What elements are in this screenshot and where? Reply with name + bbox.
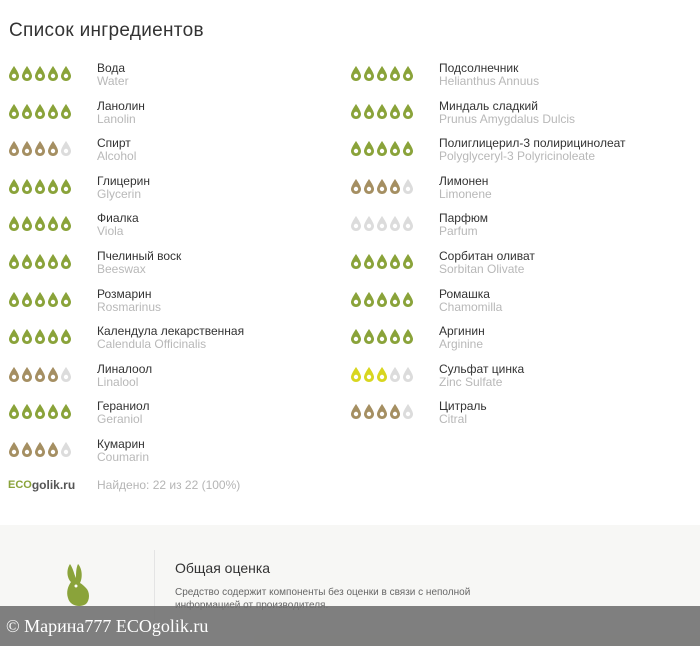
found-count: Найдено: 22 из 22 (100%) bbox=[97, 478, 241, 492]
ingredient-row[interactable] bbox=[350, 363, 626, 401]
ingredient-name-latin: Arginine bbox=[439, 337, 484, 352]
drop-icon bbox=[21, 178, 33, 195]
ingredient-name-latin: Citral bbox=[439, 412, 468, 427]
ingredient-names bbox=[97, 363, 152, 389]
ingredient-name-ru[interactable]: Календула лекарственная bbox=[97, 324, 245, 339]
drop-icon bbox=[47, 140, 59, 157]
drop-icon bbox=[350, 178, 362, 195]
ingredient-name-latin: Linalool bbox=[97, 374, 139, 389]
ingredient-name-ru[interactable]: Глицерин bbox=[97, 173, 150, 188]
drop-icon bbox=[402, 140, 414, 157]
drop-icon bbox=[402, 291, 414, 308]
ingredient-row[interactable] bbox=[8, 62, 244, 100]
rating-drops bbox=[8, 62, 97, 85]
ingredient-name-ru[interactable]: Полиглицерил-3 полирицинолеат bbox=[439, 136, 626, 151]
drop-icon bbox=[389, 178, 401, 195]
ingredient-row[interactable] bbox=[8, 363, 244, 401]
drop-icon bbox=[47, 215, 59, 232]
drop-icon bbox=[8, 441, 20, 458]
ingredient-names bbox=[439, 400, 487, 426]
drop-empty-icon bbox=[389, 366, 401, 383]
ingredient-name-ru[interactable]: Линалоол bbox=[97, 361, 153, 376]
ingredients-left-column bbox=[8, 62, 244, 476]
rabbit-icon bbox=[56, 562, 96, 612]
drop-icon bbox=[8, 103, 20, 120]
ingredient-names bbox=[97, 288, 161, 314]
drop-icon bbox=[363, 253, 375, 270]
ingredient-names bbox=[97, 438, 149, 464]
drop-icon bbox=[21, 215, 33, 232]
drop-icon bbox=[21, 253, 33, 270]
ingredient-names bbox=[439, 62, 539, 88]
rating-drops bbox=[8, 288, 97, 311]
rating-drops bbox=[8, 175, 97, 198]
drop-icon bbox=[376, 403, 388, 420]
drop-icon bbox=[21, 103, 33, 120]
ingredient-row[interactable] bbox=[8, 325, 244, 363]
rating-drops bbox=[350, 212, 439, 235]
drop-icon bbox=[363, 403, 375, 420]
drop-icon bbox=[402, 328, 414, 345]
ingredient-names bbox=[97, 62, 129, 88]
drop-icon bbox=[34, 403, 46, 420]
rating-drops bbox=[350, 325, 439, 348]
drop-empty-icon bbox=[402, 366, 414, 383]
ingredient-name-latin: Calendula Officinalis bbox=[97, 337, 207, 352]
drop-icon bbox=[350, 403, 362, 420]
ingredient-row[interactable] bbox=[350, 137, 626, 175]
drop-icon bbox=[363, 291, 375, 308]
ingredient-name-ru[interactable]: Цитраль bbox=[439, 399, 487, 414]
ingredient-name-latin: Parfum bbox=[439, 224, 478, 239]
ingredient-name-ru[interactable]: Парфюм bbox=[439, 211, 488, 226]
drop-icon bbox=[34, 366, 46, 383]
ingredient-name-ru[interactable]: Подсолнечник bbox=[439, 61, 519, 75]
ingredient-names bbox=[439, 175, 492, 201]
ingredient-name-latin: Lanolin bbox=[97, 111, 136, 126]
drop-empty-icon bbox=[376, 215, 388, 232]
rating-drops bbox=[8, 363, 97, 386]
ingredient-name-latin: Geraniol bbox=[97, 412, 143, 427]
drop-icon bbox=[47, 103, 59, 120]
rating-drops bbox=[350, 363, 439, 386]
drop-icon bbox=[363, 328, 375, 345]
drop-icon bbox=[376, 366, 388, 383]
ingredient-row[interactable] bbox=[8, 288, 244, 326]
drop-icon bbox=[60, 291, 72, 308]
drop-icon bbox=[350, 65, 362, 82]
ingredient-names bbox=[97, 212, 139, 238]
ingredient-name-ru[interactable]: Аргинин bbox=[439, 324, 485, 339]
drop-icon bbox=[389, 103, 401, 120]
ingredient-name-latin: Prunus Amygdalus Dulcis bbox=[439, 111, 576, 126]
drop-icon bbox=[8, 65, 20, 82]
drop-icon bbox=[389, 328, 401, 345]
drop-icon bbox=[47, 328, 59, 345]
ingredient-names bbox=[97, 400, 149, 426]
ingredient-names bbox=[439, 325, 485, 351]
watermark-text: © Марина777 ECOgolik.ru bbox=[6, 615, 209, 636]
ingredient-names bbox=[439, 137, 626, 163]
drop-icon bbox=[34, 215, 46, 232]
ingredient-row[interactable] bbox=[350, 62, 626, 100]
drop-icon bbox=[21, 441, 33, 458]
drop-icon bbox=[34, 65, 46, 82]
drop-empty-icon bbox=[402, 215, 414, 232]
ingredient-names bbox=[439, 100, 575, 126]
drop-icon bbox=[389, 291, 401, 308]
drop-empty-icon bbox=[60, 366, 72, 383]
drop-icon bbox=[8, 178, 20, 195]
rating-drops bbox=[8, 212, 97, 235]
drop-icon bbox=[60, 215, 72, 232]
drop-icon bbox=[376, 328, 388, 345]
drop-icon bbox=[47, 403, 59, 420]
drop-icon bbox=[402, 103, 414, 120]
rating-drops bbox=[8, 250, 97, 273]
ingredient-row[interactable] bbox=[350, 400, 626, 438]
ingredients-right-column bbox=[350, 62, 626, 438]
ingredient-row[interactable] bbox=[350, 288, 626, 326]
ingredient-name-latin: Limonene bbox=[439, 186, 492, 201]
drop-icon bbox=[34, 328, 46, 345]
drop-icon bbox=[363, 140, 375, 157]
drop-icon bbox=[60, 253, 72, 270]
drop-icon bbox=[8, 328, 20, 345]
drop-icon bbox=[34, 103, 46, 120]
ingredient-name-ru[interactable]: Фиалка bbox=[97, 211, 139, 226]
overall-title: Общая оценка bbox=[175, 560, 271, 576]
ingredient-row[interactable] bbox=[8, 250, 244, 288]
drop-icon bbox=[402, 253, 414, 270]
drop-empty-icon bbox=[363, 215, 375, 232]
drop-empty-icon bbox=[60, 140, 72, 157]
drop-icon bbox=[350, 253, 362, 270]
ingredient-name-ru[interactable]: Сорбитан оливат bbox=[439, 248, 535, 263]
drop-icon bbox=[21, 140, 33, 157]
drop-icon bbox=[363, 178, 375, 195]
ingredient-name-ru[interactable]: Миндаль сладкий bbox=[439, 98, 538, 113]
drop-icon bbox=[350, 103, 362, 120]
watermark-bar bbox=[0, 606, 700, 646]
ingredient-name-latin: Viola bbox=[97, 224, 124, 239]
drop-icon bbox=[21, 328, 33, 345]
drop-icon bbox=[34, 291, 46, 308]
summary-row bbox=[8, 478, 240, 492]
drop-icon bbox=[389, 140, 401, 157]
drop-icon bbox=[8, 366, 20, 383]
rating-drops bbox=[350, 100, 439, 123]
ingredient-name-ru[interactable]: Сульфат цинка bbox=[439, 361, 525, 376]
ingredient-row[interactable] bbox=[350, 325, 626, 363]
ingredient-names bbox=[439, 288, 502, 314]
ingredient-row[interactable] bbox=[350, 212, 626, 250]
ingredient-row[interactable] bbox=[350, 250, 626, 288]
ecogolik-logo[interactable] bbox=[8, 478, 97, 492]
drop-empty-icon bbox=[402, 178, 414, 195]
drop-icon bbox=[47, 65, 59, 82]
ingredient-name-ru[interactable]: Вода bbox=[97, 61, 126, 75]
drop-icon bbox=[363, 103, 375, 120]
ingredient-name-ru[interactable]: Лимонен bbox=[439, 173, 489, 188]
drop-icon bbox=[389, 65, 401, 82]
drop-icon bbox=[8, 403, 20, 420]
drop-empty-icon bbox=[350, 215, 362, 232]
ingredient-name-latin: Coumarin bbox=[97, 449, 150, 464]
ingredient-name-ru[interactable]: Гераниол bbox=[97, 399, 150, 414]
drop-icon bbox=[60, 103, 72, 120]
drop-icon bbox=[21, 65, 33, 82]
drop-icon bbox=[402, 65, 414, 82]
ingredient-name-ru[interactable]: Кумарин bbox=[97, 436, 145, 451]
ingredient-name-latin: Beeswax bbox=[97, 261, 146, 276]
ingredient-names bbox=[97, 175, 150, 201]
drop-icon bbox=[60, 178, 72, 195]
drop-icon bbox=[8, 253, 20, 270]
ingredient-row[interactable] bbox=[8, 100, 244, 138]
drop-icon bbox=[47, 253, 59, 270]
ingredient-name-latin: Sorbitan Olivate bbox=[439, 261, 525, 276]
ingredient-names bbox=[439, 250, 535, 276]
drop-icon bbox=[376, 65, 388, 82]
drop-icon bbox=[47, 366, 59, 383]
ingredient-names bbox=[97, 250, 181, 276]
drop-icon bbox=[60, 403, 72, 420]
drop-empty-icon bbox=[60, 441, 72, 458]
drop-icon bbox=[47, 178, 59, 195]
rating-drops bbox=[350, 175, 439, 198]
drop-icon bbox=[376, 103, 388, 120]
drop-icon bbox=[34, 253, 46, 270]
drop-icon bbox=[376, 291, 388, 308]
rating-drops bbox=[350, 250, 439, 273]
ingredient-name-ru[interactable]: Ланолин bbox=[97, 98, 145, 113]
ingredient-row[interactable] bbox=[350, 100, 626, 138]
drop-icon bbox=[350, 291, 362, 308]
ingredient-name-latin: Zinc Sulfate bbox=[439, 374, 503, 389]
ingredient-name-ru[interactable]: Спирт bbox=[97, 136, 131, 151]
ingredient-name-latin: Chamomilla bbox=[439, 299, 503, 314]
overall-description: Средство содержит компоненты без оценки в связи с неполной bbox=[175, 587, 471, 598]
drop-icon bbox=[21, 291, 33, 308]
rating-drops bbox=[8, 400, 97, 423]
drop-empty-icon bbox=[402, 403, 414, 420]
drop-icon bbox=[60, 65, 72, 82]
ingredient-name-latin: Water bbox=[97, 74, 129, 88]
ingredient-name-ru[interactable]: Розмарин bbox=[97, 286, 152, 301]
ingredient-name-latin: Helianthus Annuus bbox=[439, 74, 540, 88]
rating-drops bbox=[350, 137, 439, 160]
ingredient-row[interactable] bbox=[8, 137, 244, 175]
ingredient-row[interactable] bbox=[8, 438, 244, 476]
page-title: Список ингредиентов bbox=[9, 20, 204, 41]
rating-drops bbox=[8, 137, 97, 160]
rating-drops bbox=[350, 400, 439, 423]
drop-icon bbox=[350, 366, 362, 383]
ingredient-row[interactable] bbox=[8, 175, 244, 213]
drop-icon bbox=[21, 366, 33, 383]
rating-drops bbox=[8, 100, 97, 123]
drop-icon bbox=[60, 328, 72, 345]
ingredient-names bbox=[97, 100, 145, 126]
ingredient-name-latin: Glycerin bbox=[97, 186, 142, 201]
logo-eco-text: ECO bbox=[8, 479, 32, 491]
ingredient-row[interactable] bbox=[350, 175, 626, 213]
drop-icon bbox=[363, 65, 375, 82]
drop-icon bbox=[363, 366, 375, 383]
ingredient-names bbox=[439, 212, 488, 238]
drop-icon bbox=[8, 215, 20, 232]
ingredient-name-latin: Alcohol bbox=[97, 149, 137, 164]
drop-icon bbox=[376, 253, 388, 270]
drop-icon bbox=[350, 140, 362, 157]
drop-icon bbox=[8, 140, 20, 157]
drop-icon bbox=[34, 140, 46, 157]
ingredient-name-latin: Rosmarinus bbox=[97, 299, 162, 314]
ingredient-name-ru[interactable]: Пчелиный воск bbox=[97, 248, 182, 263]
drop-icon bbox=[21, 403, 33, 420]
drop-icon bbox=[376, 140, 388, 157]
logo-domain-text: golik.ru bbox=[31, 478, 76, 492]
ingredient-row[interactable] bbox=[8, 400, 244, 438]
drop-icon bbox=[389, 403, 401, 420]
ingredient-row[interactable] bbox=[8, 212, 244, 250]
drop-icon bbox=[389, 253, 401, 270]
drop-icon bbox=[350, 328, 362, 345]
rating-drops bbox=[350, 62, 439, 85]
rating-drops bbox=[350, 288, 439, 311]
ingredient-names bbox=[97, 137, 136, 163]
drop-icon bbox=[34, 178, 46, 195]
drop-icon bbox=[376, 178, 388, 195]
ingredient-name-ru[interactable]: Ромашка bbox=[439, 286, 490, 301]
drop-icon bbox=[8, 291, 20, 308]
ingredient-names bbox=[97, 325, 244, 351]
drop-icon bbox=[47, 441, 59, 458]
ingredient-name-latin: Polyglyceryl-3 Polyricinoleate bbox=[439, 149, 596, 164]
drop-icon bbox=[47, 291, 59, 308]
drop-empty-icon bbox=[389, 215, 401, 232]
ingredient-names bbox=[439, 363, 524, 389]
rating-drops bbox=[8, 438, 97, 461]
drop-icon bbox=[34, 441, 46, 458]
rating-drops bbox=[8, 325, 97, 348]
